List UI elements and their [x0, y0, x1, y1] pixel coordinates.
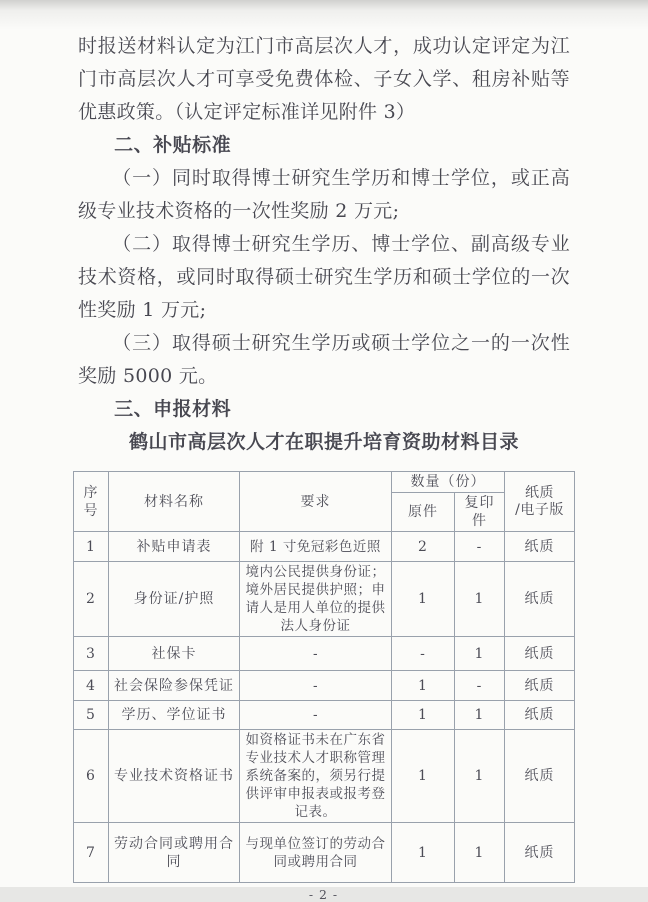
cell-original: 1: [392, 730, 455, 823]
cell-name: 补贴申请表: [109, 532, 240, 562]
table-row: [74, 671, 575, 701]
cell-medium: 纸质: [505, 823, 575, 883]
materials-table: [73, 471, 575, 883]
cell-name: 社会保险参保凭证: [109, 671, 240, 701]
cell-req: -: [240, 671, 392, 701]
table-row: [74, 730, 575, 823]
header-cell-name: 材料名称: [109, 472, 240, 532]
cell-original: -: [392, 637, 455, 671]
cell-copy: 1: [455, 823, 505, 883]
cell-name: 劳动合同或聘用合同: [109, 823, 240, 883]
cell-medium: 纸质: [505, 562, 575, 637]
heading-application-materials: 三、申报材料: [114, 398, 232, 420]
cell-no: 1: [74, 532, 109, 562]
table-header-row-1: [74, 472, 575, 493]
cell-name: 学历、学位证书: [109, 701, 240, 730]
cell-req: -: [240, 701, 392, 730]
cell-name: 身份证/护照: [109, 562, 240, 637]
header-cell-medium-line1: 纸质: [525, 484, 554, 501]
cell-copy: -: [455, 671, 505, 701]
header-cell-copy: 复印件: [455, 493, 505, 532]
cell-copy: 1: [455, 562, 505, 637]
cell-no: 6: [74, 730, 109, 823]
cell-original: 1: [392, 562, 455, 637]
table-row: [74, 701, 575, 730]
cell-no: 4: [74, 671, 109, 701]
cell-medium: 纸质: [505, 671, 575, 701]
header-cell-req: 要求: [240, 472, 392, 532]
cell-req: 与现单位签订的劳动合同或聘用合同: [240, 823, 392, 883]
paragraph-item-1: （一）同时取得博士研究生学历和博士学位，或正高级专业技术资格的一次性奖励 2 万元;: [78, 167, 570, 222]
cell-name: 社保卡: [109, 637, 240, 671]
cell-copy: 1: [455, 701, 505, 730]
cell-copy: 1: [455, 637, 505, 671]
cell-medium: 纸质: [505, 730, 575, 823]
table-row: [74, 562, 575, 637]
table-row: [74, 823, 575, 883]
cell-req: 如资格证书未在广东省专业技术人才职称管理系统备案的，须另行提供评审申报表或报考登记表。: [240, 730, 392, 823]
cell-no: 3: [74, 637, 109, 671]
cell-medium: 纸质: [505, 701, 575, 730]
paragraph-item-2: （二）取得博士研究生学历、博士学位、副高级专业技术资格，或同时取得硕士研究生学历和硕士学位的一次性奖励 1 万元;: [78, 233, 570, 321]
heading-subsidy-standard: 二、补贴标准: [114, 134, 232, 156]
header-cell-qty: 数量（份）: [392, 472, 505, 493]
body-paragraph-1: 时报送材料认定为江门市高层次人才，成功认定评定为江门市高层次人才可享受免费体检、子女入学、租房补贴等优惠政策。（认定评定标准详见附件 3）: [78, 35, 570, 123]
header-cell-no: 序号: [74, 472, 109, 532]
header-cell-original: 原件: [392, 493, 455, 532]
header-cell-medium: [505, 472, 575, 532]
cell-name: 专业技术资格证书: [109, 730, 240, 823]
cell-no: 2: [74, 562, 109, 637]
cell-no: 7: [74, 823, 109, 883]
cell-original: 1: [392, 701, 455, 730]
cell-copy: -: [455, 532, 505, 562]
cell-req: -: [240, 637, 392, 671]
cell-medium: 纸质: [505, 637, 575, 671]
cell-no: 5: [74, 701, 109, 730]
paragraph-item-3: （三）取得硕士研究生学历或硕士学位之一的一次性奖励 5000 元。: [78, 332, 570, 387]
table-row: [74, 532, 575, 562]
cell-original: 1: [392, 823, 455, 883]
table-row: [74, 637, 575, 671]
cell-medium: 纸质: [505, 532, 575, 562]
page-number: - 2 -: [308, 887, 339, 902]
table-title: 鹤山市高层次人才在职提升培育资助材料目录: [128, 431, 519, 453]
header-cell-medium-line2: /电子版: [515, 501, 564, 518]
cell-original: 2: [392, 532, 455, 562]
cell-req: 附 1 寸免冠彩色近照: [240, 532, 392, 562]
cell-copy: 1: [455, 730, 505, 823]
cell-req: 境内公民提供身份证；境外居民提供护照；申请人是用人单位的提供法人身份证: [240, 562, 392, 637]
cell-original: 1: [392, 671, 455, 701]
